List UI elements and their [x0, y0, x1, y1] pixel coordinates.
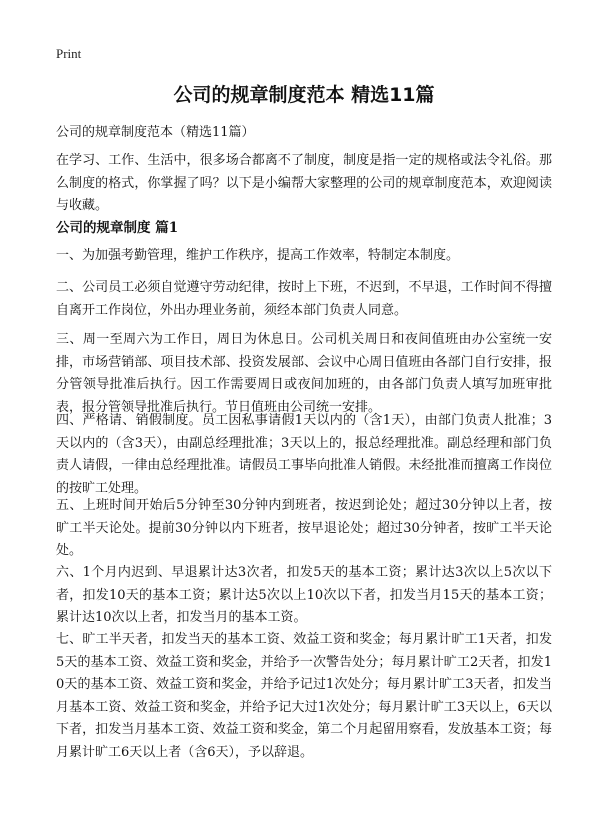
paragraph-5: 五、上班时间开始后5分钟至30分钟内到班者，按迟到论处；超过30分钟以上者，按旷工半天论处。提前30分钟以内下班者，按早退论处；超过30分钟者，按旷工半天论处。	[56, 498, 552, 558]
paragraph-6: 六、1个月内迟到、早退累计达3次者，扣发5天的基本工资；累计达3次以上5次以下者，扣发10天的基本工资；累计达5次以上10次以下者，扣发当月15天的基本工资；累计达10次以上者，扣发当月的基本工资。	[56, 565, 552, 625]
paragraph-2: 二、公司员工必须自觉遵守劳动纪律，按时上下班，不迟到，不早退，工作时间不得擅自离开工作岗位，外出办理业务前，须经本部门负责人同意。	[56, 280, 552, 318]
paragraph-1: 一、为加强考勤管理，维护工作秩序，提高工作效率，特制定本制度。	[56, 248, 460, 263]
section-heading: 公司的规章制度 篇1	[56, 220, 179, 236]
intro-paragraph: 在学习、工作、生活中，很多场合都离不了制度，制度是指一定的规格或法令礼俗。那么制度的格式，你掌握了吗？以下是小编帮大家整理的公司的规章制度范本，欢迎阅读与收藏。	[56, 153, 552, 213]
document-subtitle: 公司的规章制度范本（精选11篇）	[56, 125, 255, 140]
print-label: Print	[56, 46, 82, 61]
paragraph-7: 七、旷工半天者，扣发当天的基本工资、效益工资和奖金；每月累计旷工1天者，扣发5天的基本工资、效益工资和奖金，并给予一次警告处分；每月累计旷工2天者，扣发10天的基本工资、效益工资和奖金，并给予记过1次处分；每月累计旷工3天者，扣发当月基本工资、效益工资和奖金，并给予记大过1次处分；每月累计旷工3天以上，6天以下者，扣发当月基本工资、效益工资和奖金，第二个月起留用察看，发放基本工资；每月累计旷工6天以上者（含6天），予以辞退。	[56, 632, 552, 760]
paragraph-4: 四、严格请、销假制度。员工因私事请假1天以内的（含1天），由部门负责人批准；3天以内的（含3天），由副总经理批准；3天以上的，报总经理批准。副总经理和部门负责人请假，一律由总经理批准。请假员工事毕向批准人销假。未经批准而擅离工作岗位的按旷工处理。	[56, 413, 552, 496]
paragraph-3: 三、周一至周六为工作日，周日为休息日。公司机关周日和夜间值班由办公室统一安排，市场营销部、项目技术部、投资发展部、会议中心周日值班由各部门自行安排，报分管领导批准后执行。因工作需要周日或夜间加班的，由各部门负责人填写加班审批表，报分管领导批准后执行。节日值班由公司统一安排。	[56, 332, 552, 415]
document-title: 公司的规章制度范本 精选11篇	[173, 84, 435, 106]
